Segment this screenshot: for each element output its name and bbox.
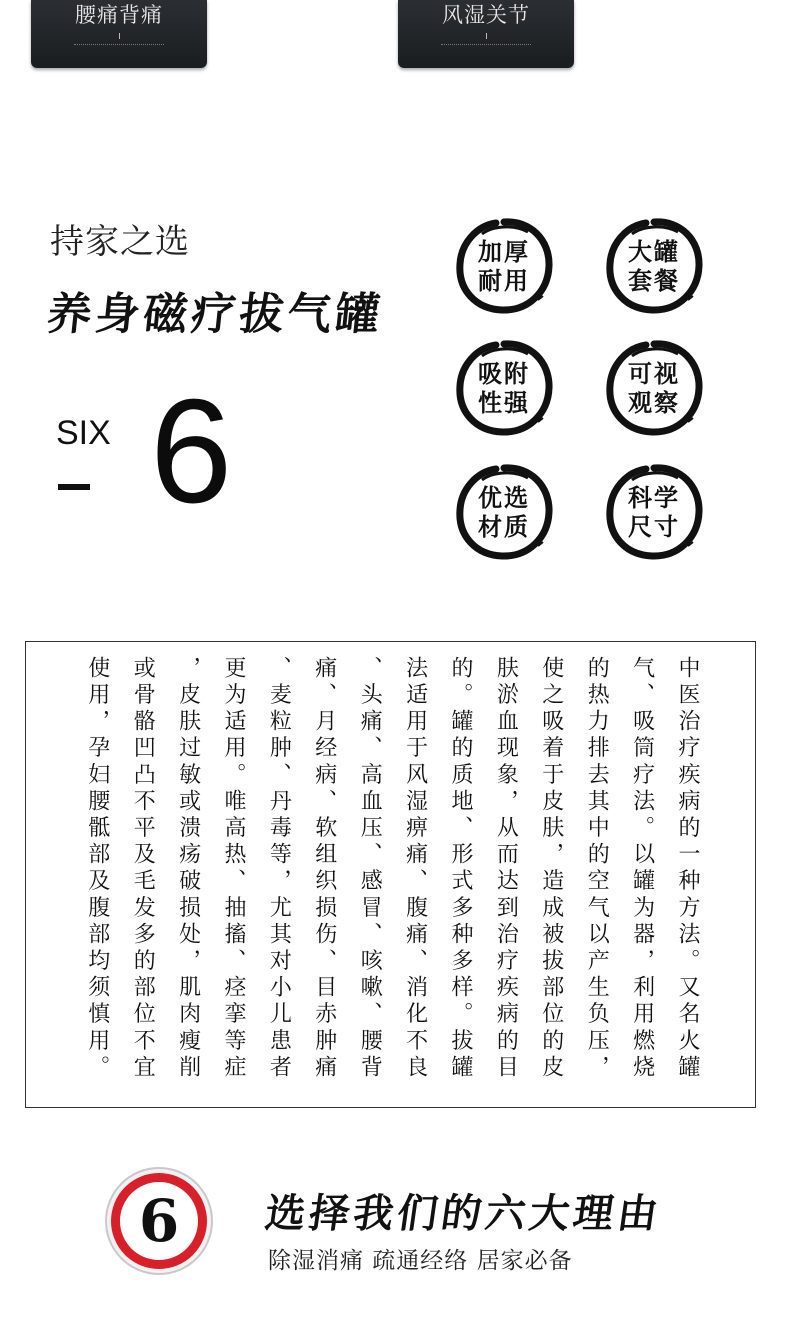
badge-line: 科学 xyxy=(628,483,680,512)
six-label: SIX xyxy=(56,414,111,452)
article-column: 更为适用。唯高热、抽搐、痉挛等症 xyxy=(221,656,246,1082)
feature-badge xyxy=(602,214,706,318)
article-column: 中医治疗疾病的一种方法。又名火罐 xyxy=(675,656,700,1082)
article-column: 使用，孕妇腰骶部及腹部均须慎用。 xyxy=(84,656,110,1082)
badge-line: 套餐 xyxy=(628,266,680,295)
article-column: 痛、月经病、软组织损伤、目赤肿痛 xyxy=(311,656,337,1082)
dash-decoration xyxy=(58,484,90,490)
badge-line: 材质 xyxy=(478,512,530,541)
card-label: 风湿关节 xyxy=(442,3,530,27)
card-subtext-line xyxy=(74,44,164,47)
product-title: 养身磁疗拔气罐 xyxy=(44,289,387,340)
badge-number: 6 xyxy=(138,1187,180,1255)
badge-line: 加厚 xyxy=(478,237,530,266)
heading-subtitle: 持家之选 xyxy=(50,222,190,262)
article-column: ，皮肤过敏或溃疡破损处，肌肉瘦削 xyxy=(175,656,201,1082)
badge-line: 尺寸 xyxy=(628,512,680,541)
card-subtext-line xyxy=(441,44,531,47)
reasons-title: 选择我们的六大理由 xyxy=(262,1190,665,1237)
article-column: 使之吸着于皮肤，造成被拔部位的皮 xyxy=(538,656,564,1082)
card-label: 腰痛背痛 xyxy=(75,3,163,27)
article-column: 法适用于风湿痹痛、腹痛、消化不良 xyxy=(402,656,428,1082)
badge-line: 性强 xyxy=(478,388,530,417)
article-column: 、麦粒肿、丹毒等，尤其对小儿患者 xyxy=(266,656,292,1082)
badge-line: 吸附 xyxy=(478,359,530,388)
badge-text xyxy=(452,336,556,440)
badge-text xyxy=(452,214,556,318)
badge-line: 耐用 xyxy=(478,266,530,295)
category-card-back-pain[interactable] xyxy=(31,0,207,68)
badge-line: 大罐 xyxy=(628,237,680,266)
feature-badge xyxy=(452,336,556,440)
article-column: 气、吸筒疗法。以罐为器，利用燃烧 xyxy=(629,656,655,1082)
feature-badge xyxy=(452,214,556,318)
number-badge xyxy=(105,1167,213,1275)
article-column: 、头痛、高血压、感冒、咳嗽、腰背 xyxy=(357,656,383,1082)
card-divider xyxy=(486,33,487,39)
reasons-subtitle: 除湿消痛 疏通经络 居家必备 xyxy=(268,1248,573,1274)
article-column: 或骨骼凹凸不平及毛发多的部位不宜 xyxy=(130,656,156,1082)
badge-line: 观察 xyxy=(628,388,680,417)
card-divider xyxy=(119,33,120,39)
article-column: 的热力排去其中的空气以产生负压， xyxy=(584,656,610,1082)
feature-badge xyxy=(602,336,706,440)
article-column: 的。罐的质地、形式多种多样。拔罐 xyxy=(448,656,473,1082)
article-box xyxy=(25,641,756,1108)
badge-text xyxy=(602,336,706,440)
feature-badge xyxy=(602,460,706,564)
badge-text xyxy=(602,214,706,318)
feature-badge xyxy=(452,460,556,564)
badge-text xyxy=(452,460,556,564)
article-column: 肤淤血现象，从而达到治疗疾病的目 xyxy=(493,656,519,1082)
badge-line: 优选 xyxy=(478,483,530,512)
category-card-rheumatism[interactable] xyxy=(398,0,574,68)
badge-text xyxy=(602,460,706,564)
big-number: 6 xyxy=(150,369,233,534)
badge-line: 可视 xyxy=(628,359,680,388)
